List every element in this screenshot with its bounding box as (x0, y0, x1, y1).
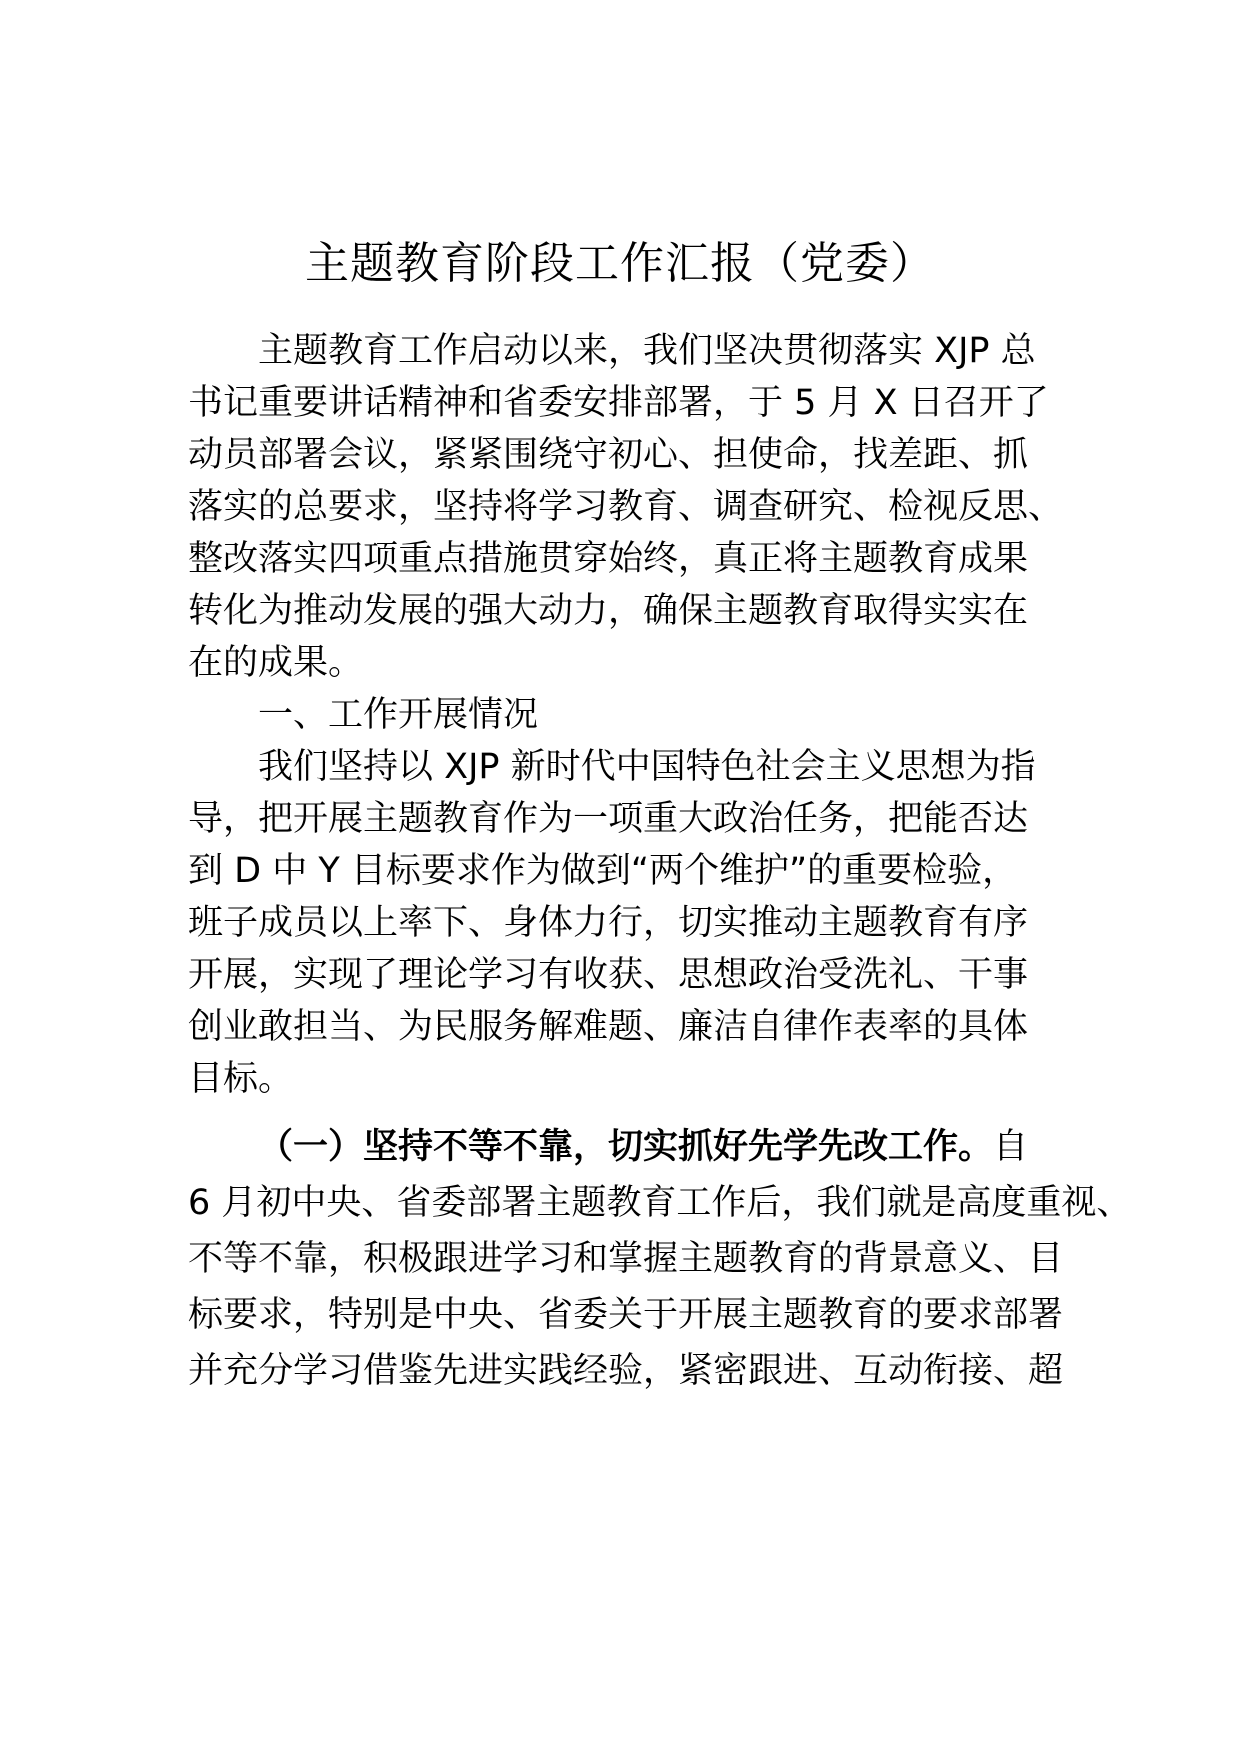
paragraph-line: 并充分学习借鉴先进实践经验，紧密跟进、互动衔接、超 (188, 1351, 1064, 1391)
paragraph-line: 动员部署会议，紧紧围绕守初心、担使命，找差距、抓 (188, 435, 1029, 475)
paragraph-line: 创业敢担当、为民服务解难题、廉洁自律作表率的具体 (188, 1007, 1029, 1047)
paragraph-line: 开展，实现了理论学习有收获、思想政治受洗礼、干事 (188, 955, 1029, 995)
subsection-lead: 自 (993, 1127, 1029, 1167)
paragraph-line: 6 月初中央、省委部署主题教育工作后，我们就是高度重视、 (188, 1183, 1132, 1223)
paragraph-line: 标要求，特别是中央、省委关于开展主题教育的要求部署 (188, 1295, 1064, 1335)
paragraph-line: 到 D 中 Y 目标要求作为做到“两个维护”的重要检验， (188, 851, 1018, 891)
paragraph-line: 不等不靠，积极跟进学习和掌握主题教育的背景意义、目 (188, 1239, 1064, 1279)
paragraph-line: 导，把开展主题教育作为一项重大政治任务，把能否达 (188, 799, 1029, 839)
section-heading: 一、工作开展情况 (258, 695, 539, 735)
subsection-heading: （一）坚持不等不靠，切实抓好先学先改工作。 (258, 1127, 994, 1167)
paragraph-line: 整改落实四项重点措施贯穿始终，真正将主题教育成果 (188, 539, 1029, 579)
paragraph-line: 转化为推动发展的强大动力，确保主题教育取得实实在 (188, 591, 1029, 631)
paragraph-line: 在的成果。 (188, 643, 364, 683)
paragraph-line: 我们坚持以 XJP 新时代中国特色社会主义思想为指 (258, 747, 1036, 787)
paragraph-line: 落实的总要求，坚持将学习教育、调查研究、检视反思、 (188, 487, 1064, 527)
paragraph-line: 书记重要讲话精神和省委安排部署，于 5 月 X 日召开了 (188, 383, 1049, 423)
document-title: 主题教育阶段工作汇报（党委） (305, 238, 935, 289)
paragraph-line: 目标。 (188, 1059, 294, 1099)
subsection-first-line (258, 1124, 1028, 1170)
paragraph-line: 主题教育工作启动以来，我们坚决贯彻落实 XJP 总 (258, 331, 1036, 371)
paragraph-line: 班子成员以上率下、身体力行，切实推动主题教育有序 (188, 903, 1029, 943)
